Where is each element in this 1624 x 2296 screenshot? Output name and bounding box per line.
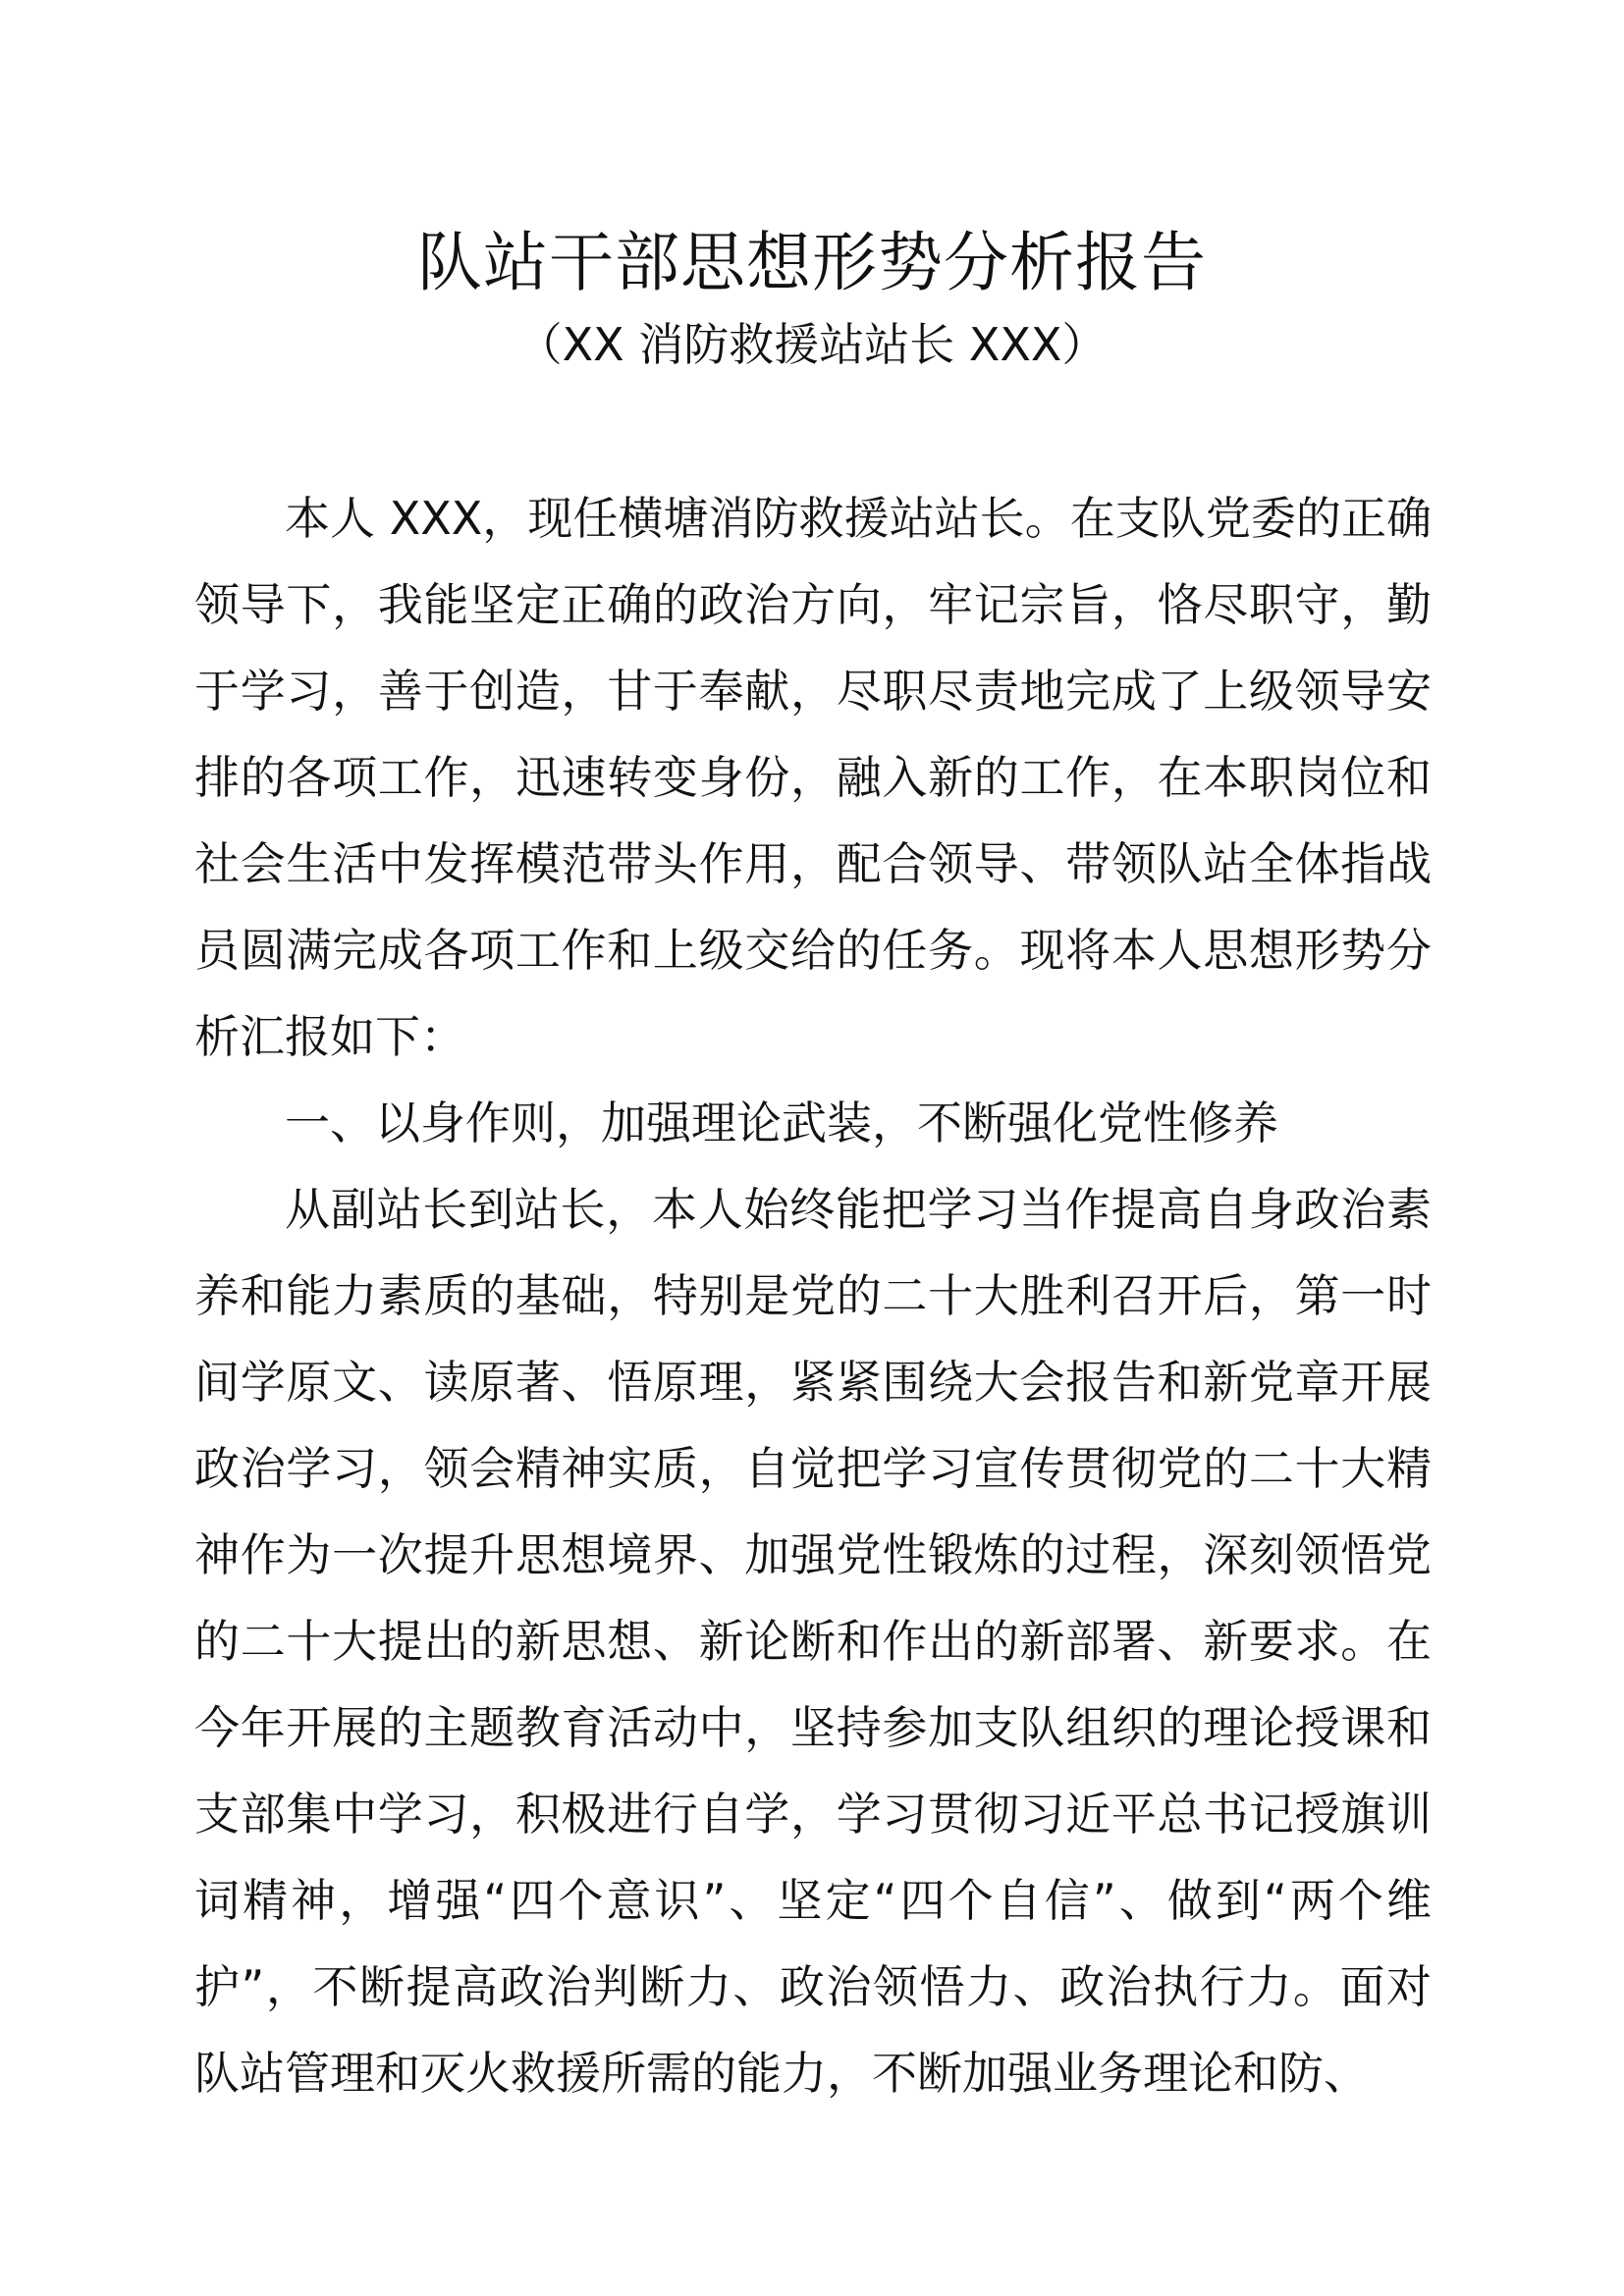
document-body [194, 475, 1432, 2116]
paragraph-intro: 本人 XXX，现任横塘消防救援站站长。在支队党委的正确领导下，我能坚定正确的政治方向，牢记宗旨，恪尽职守，勤于学习，善于创造，甘于奉献，尽职尽责地完成了上级领导安排的各项工作，迅速转变身份，融入新的工作，在本职岗位和社会生活中发挥模范带头作用，配合领导、带领队站全体指战员圆满完成各项工作和上级交给的任务。现将本人思想形势分析汇报如下： [194, 492, 1432, 1063]
paragraph-section-1: 从副站长到站长，本人始终能把学习当作提高自身政治素养和能力素质的基础，特别是党的二十大胜利召开后，第一时间学原文、读原著、悟原理，紧紧围绕大会报告和新党章开展政治学习，领会精神实质，自觉把学习宣传贯彻党的二十大精神作为一次提升思想境界、加强党性锻炼的过程，深刻领悟党的二十大提出的新思想、新论断和作出的新部署、新要求。在今年开展的主题教育活动中，坚持参加支队组织的理论授课和支部集中学习，积极进行自学，学习贯彻习近平总书记授旗训词精神，增强“四个意识”、坚定“四个自信”、做到“两个维护”，不断提高政治判断力、政治领悟力、政治执行力。面对队站管理和灭火救援所需的能力，不断加强业务理论和防、 [194, 1183, 1432, 2100]
section-heading-1: 一、以身作则，加强理论武装，不断强化党性修养 [285, 1096, 1278, 1149]
document-title: 队站干部思想形势分析报告 [417, 225, 1207, 300]
document-subtitle: （XX 消防救援站站长 XXX） [516, 318, 1108, 371]
